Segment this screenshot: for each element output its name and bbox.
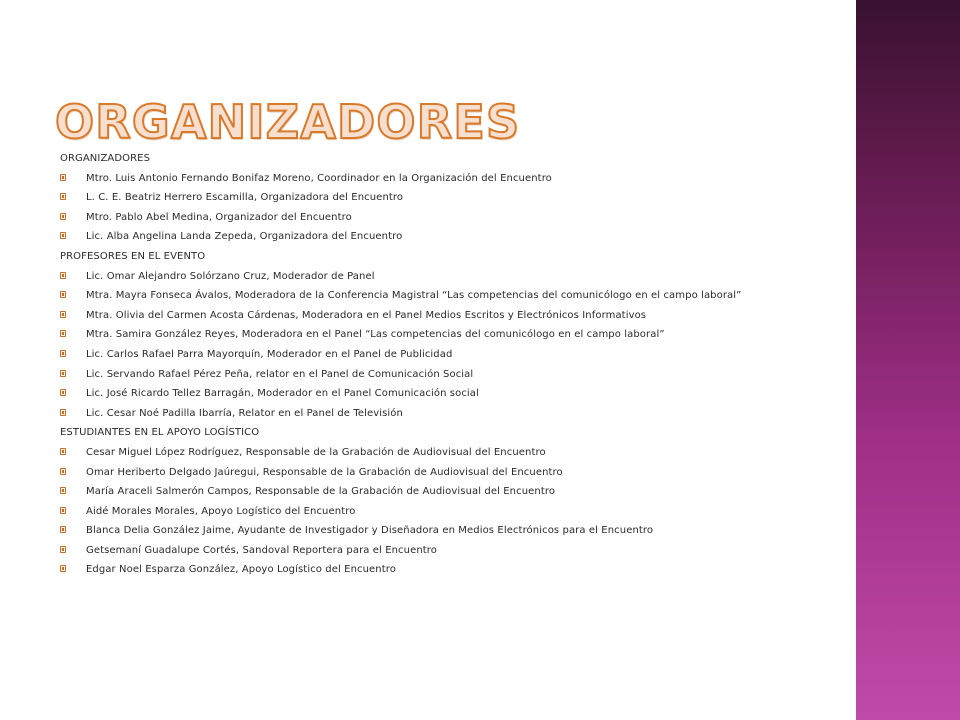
list-item-text: Lic. Alba Angelina Landa Zepeda, Organizadora del Encuentro [86, 231, 403, 243]
list-item [60, 443, 850, 463]
bullet-icon [60, 350, 66, 357]
bullet-icon [60, 174, 66, 181]
list-item-text: Getsemaní Guadalupe Cortés, Sandoval Reportera para el Encuentro [86, 544, 438, 556]
list-item [60, 560, 850, 580]
list-item-text: Mtra. Mayra Fonseca Ávalos, Moderadora de la Conferencia Magistral “Las competencias del comunicólogo en el campo laboral” [86, 290, 742, 302]
list-item [60, 306, 850, 326]
list-item-text: Lic. José Ricardo Tellez Barragán, Moderador en el Panel Comunicación social [86, 388, 479, 400]
list-item [60, 384, 850, 404]
bullet-icon [60, 389, 66, 396]
list-item-text: Lic. Omar Alejandro Solórzano Cruz, Moderador de Panel [86, 270, 375, 282]
bullet-icon [60, 272, 66, 279]
list-item-text: Mtra. Samira González Reyes, Moderadora en el Panel “Las competencias del comunicólogo en el campo laboral” [86, 329, 665, 341]
list-item [60, 267, 850, 287]
list-item-text: Omar Heriberto Delgado Jaúregui, Responsable de la Grabación de Audiovisual del Encuentro [86, 466, 563, 478]
list-item [60, 286, 850, 306]
list-item-text: Aidé Morales Morales, Apoyo Logístico del Encuentro [86, 505, 356, 517]
bullet-icon [60, 448, 66, 455]
list-item [60, 345, 850, 365]
list-item [60, 482, 850, 502]
list-item-text: Lic. Cesar Noé Padilla Ibarría, Relator en el Panel de Televisión [86, 407, 403, 419]
list-item [60, 521, 850, 541]
bullet-icon [60, 370, 66, 377]
bullet-icon [60, 565, 66, 572]
list-item-text: Mtro. Luis Antonio Fernando Bonifaz Moreno, Coordinador en la Organización del Encuentro [86, 172, 552, 184]
decorative-side-band [856, 0, 960, 720]
bullet-icon [60, 330, 66, 337]
bullet-icon [60, 507, 66, 514]
bullet-icon [60, 487, 66, 494]
list-item [60, 169, 850, 189]
list-item-text: Mtro. Pablo Abel Medina, Organizador del Encuentro [86, 211, 352, 223]
list-item [60, 404, 850, 424]
list-item [60, 502, 850, 522]
bullet-icon [60, 526, 66, 533]
list-item [60, 541, 850, 561]
bullet-icon [60, 213, 66, 220]
section-heading-estudiantes: ESTUDIANTES EN EL APOYO LOGÍSTICO [60, 427, 260, 439]
list-item [60, 463, 850, 483]
list-item-text: Blanca Delia González Jaime, Ayudante de Investigador y Diseñadora en Medios Electrónicos para el Encuentro [86, 525, 654, 537]
bullet-icon [60, 468, 66, 475]
bullet-icon [60, 409, 66, 416]
bullet-icon [60, 193, 66, 200]
list-item [60, 188, 850, 208]
list-item-text: Lic. Carlos Rafael Parra Mayorquín, Moderador en el Panel de Publicidad [86, 348, 453, 360]
list-item-text: Lic. Servando Rafael Pérez Peña, relator en el Panel de Comunicación Social [86, 368, 474, 380]
list-item [60, 325, 850, 345]
list-item-text: Edgar Noel Esparza González, Apoyo Logístico del Encuentro [86, 564, 396, 576]
list-item-text: L. C. E. Beatriz Herrero Escamilla, Organizadora del Encuentro [86, 192, 404, 204]
bullet-icon [60, 291, 66, 298]
list-item-text: Cesar Miguel López Rodríguez, Responsable de la Grabación de Audiovisual del Encuentro [86, 446, 546, 458]
section-heading-profesores: PROFESORES EN EL EVENTO [60, 250, 206, 262]
section-heading-organizadores: ORGANIZADORES [60, 153, 151, 164]
bullet-icon [60, 546, 66, 553]
list-item [60, 365, 850, 385]
list-item [60, 208, 850, 228]
slide-content [60, 149, 850, 580]
list-item-text: María Araceli Salmerón Campos, Responsable de la Grabación de Audiovisual del Encuentro [86, 486, 556, 498]
slide-title: ORGANIZADORES [55, 95, 521, 149]
list-item-text: Mtra. Olivia del Carmen Acosta Cárdenas, Moderadora en el Panel Medios Escritos y Electrónicos Informativos [86, 309, 647, 321]
bullet-icon [60, 311, 66, 318]
bullet-icon [60, 232, 66, 239]
list-item [60, 227, 850, 247]
